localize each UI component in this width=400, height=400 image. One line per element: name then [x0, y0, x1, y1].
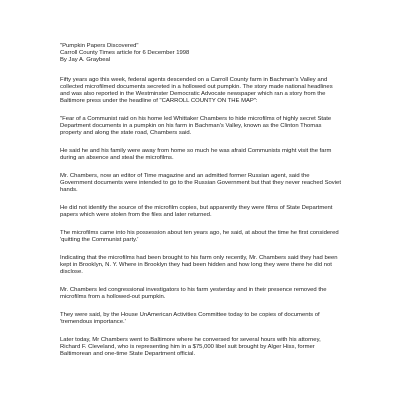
- paragraph: Fifty years ago this week, federal agents descended on a Carroll County farm in Bachman's Valley and collected microfilmed documents secreted in a hollowed out pumpkin. The story made national headlines and was also reported in the Westminster Democratic Advocate newspaper which ran a story from the Baltimore press under the headline of "CARROLL COUNTY ON THE MAP":: [60, 76, 333, 105]
- article-byline: By Jay A. Graybeal: [60, 57, 111, 64]
- paragraph: The microfilms came into his possession about ten years ago, he said, at about the time he first considered 'quitting the Communist party.': [60, 229, 339, 244]
- article-source: Carroll County Times article for 6 December 1998: [60, 50, 190, 57]
- paragraph: Later today, Mr Chambers went to Baltimore where he conversed for several hours with his attorney, Richard F. Cleveland, who is representing him in a $75,000 libel suit brought by Alger Hiss, former Baltimorean and one-time State Department official.: [60, 336, 321, 358]
- paragraph: "Fear of a Communist raid on his home led Whittaker Chambers to hide microfilms of highly secret State Department documents in a pumpkin on his farm in Bachman's Valley, known as the Clinton Thomas property and along the state road, Chambers said.: [60, 115, 332, 137]
- article-title: "Pumpkin Papers Discovered": [60, 43, 139, 49]
- paragraph: He did not identify the source of the microfilm copies, but apparently they were films of State Department papers which were stolen from the files and later returned.: [60, 205, 333, 219]
- paragraph: They were said, by the House UnAmerican Activities Committee today to be copies of documents of 'tremendous importance.': [60, 311, 320, 326]
- article-header: [60, 43, 342, 65]
- paragraph: Mr. Chambers led congressional investigators to his farm yesterday and in their presence removed the microfilms from a hollowed-out pumpkin.: [60, 286, 327, 301]
- paragraph: Mr. Chambers, now an editor of Time magazine and an admitted former Russian agent, said the Government documents were intended to go to the Russian Government but that they never reached Soviet hands.: [60, 172, 341, 194]
- article-body: [60, 43, 342, 369]
- paragraph: Indicating that the microfilms had been brought to his farm only recently, Mr. Chambers said they had been kept in Brooklyn, N. Y. Where in Brooklyn they had been hidden and how long they were there he did not disclose.: [60, 254, 338, 276]
- paragraph: He said he and his family were away from home so much he was afraid Communists might visit the farm during an absence and steal the microfilms.: [60, 148, 332, 162]
